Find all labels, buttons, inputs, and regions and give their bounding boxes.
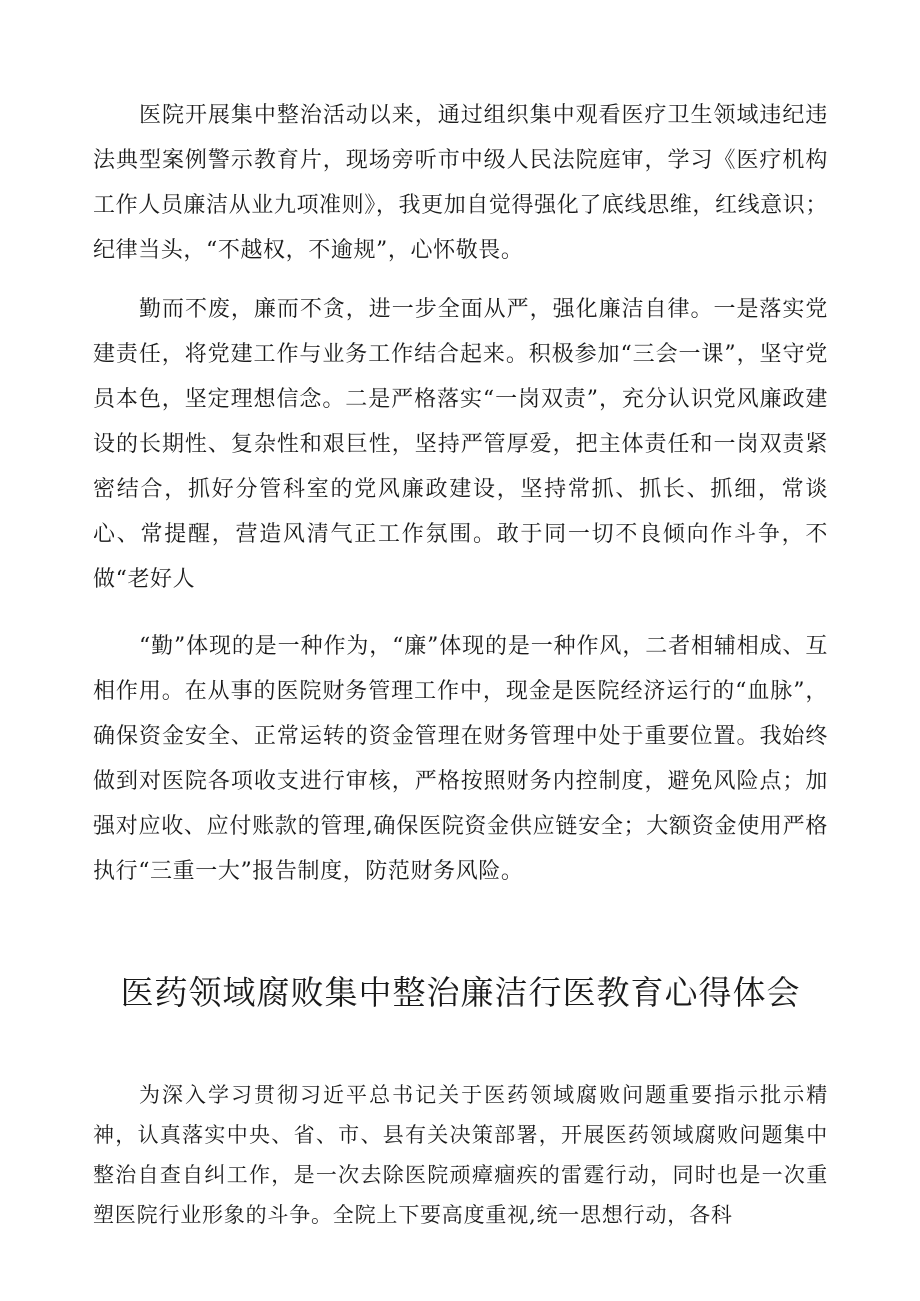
section-title: 医药领域腐败集中整治廉洁行医教育心得体会: [120, 973, 801, 1012]
paragraph-diligence-integrity: 勤而不废，廉而不贪，进一步全面从严，强化廉洁自律。一是落实党建责任，将党建工作与业务工作结合起来。积极参加“三会一课”，坚守党员本色，坚定理想信念。二是严格落实“一岗双责”，充分认识党风廉政建设的长期性、复杂性和艰巨性，坚持严管厚爱，把主体责任和一岗双责紧密结合，抓好分管科室的党风廉政建设，坚持常抓、抓长、抓细，常谈心、常提醒，营造风清气正工作氛围。敢于同一切不良倾向作斗争，不做“老好人: [93, 297, 828, 592]
paragraph-section-intro: 为深入学习贯彻习近平总书记关于医药领域腐败问题重要指示批示精神，认真落实中央、省、市、县有关决策部署，开展医药领域腐败问题集中整治自查自纠工作，是一次去除医院顽瘴痼疾的雷霆行动，同时也是一次重塑医院行业形象的斗争。全院上下要高度重视,统一思想行动，各科: [93, 1083, 828, 1227]
paragraph-financial-management: “勤”体现的是一种作为，“廉”体现的是一种作风，二者相辅相成、互相作用。在从事的医院财务管理工作中，现金是医院经济运行的“血脉”，确保资金安全、正常运转的资金管理在财务管理中处于重要位置。我始终做到对医院各项收支进行审核，严格按照财务内控制度，避免风险点；加强对应收、应付账款的管理,确保医院资金供应链安全；大额资金使用严格执行“三重一大”报告制度，防范财务风险。: [93, 634, 828, 884]
paragraph-anti-corruption-education: 医院开展集中整治活动以来，通过组织集中观看医疗卫生领域违纪违法典型案例警示教育片，现场旁听市中级人民法院庭审，学习《医疗机构工作人员廉洁从业九项准则》，我更加自觉得强化了底线思维，红线意识；纪律当头，“不越权，不逾规”，心怀敬畏。: [93, 103, 828, 263]
